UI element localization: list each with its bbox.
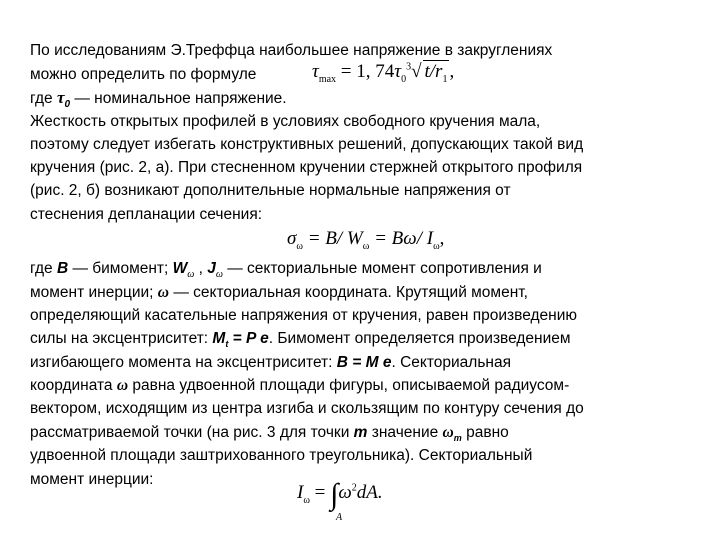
- radicand-text: t/r: [424, 61, 443, 82]
- integrand-power: 2: [351, 482, 357, 494]
- formula-sectorial-inertia: [297, 478, 383, 512]
- paragraph-line: [30, 375, 569, 397]
- integral-limit: A: [336, 512, 343, 523]
- paragraph-line: можно определить по формуле: [30, 66, 257, 83]
- symbol-omega-sub: ω: [187, 269, 195, 281]
- formula-tau-sub: 0: [401, 73, 407, 85]
- text-run: рассматриваемой точки (на рис. 3 для точки: [30, 424, 354, 441]
- formula-sub: ω: [433, 240, 440, 252]
- text-run: момент инерции;: [30, 284, 158, 301]
- text-run: равна удвоенной площади фигуры, описываемой радиусом-: [128, 377, 570, 394]
- symbol-J: J: [207, 260, 216, 277]
- integral-icon: ∫: [330, 478, 339, 511]
- formula-inline: B = M e: [336, 354, 392, 371]
- text-run: изгибающего момента на эксцентриситет:: [30, 354, 337, 371]
- paragraph-line: [30, 282, 528, 304]
- radicand-sub: 1: [442, 73, 448, 85]
- symbol-M: M: [212, 330, 226, 347]
- paragraph-line: кручения (рис. 2, а). При стесненном кручении стержней открытого профиля: [30, 159, 583, 176]
- formula-part: = B/ W: [302, 228, 363, 249]
- integrand: ω: [338, 482, 352, 503]
- symbol-omega: ω: [157, 284, 170, 301]
- text-run: . Бимомент определяется произведением: [268, 330, 571, 347]
- tau-subscript: 0: [64, 99, 71, 111]
- text-run: координата: [30, 377, 117, 394]
- text-run: значение: [367, 424, 443, 441]
- paragraph-line: удвоенной площади заштрихованного треугольника). Секториальный: [30, 447, 533, 464]
- formula-tail: ,: [439, 228, 445, 249]
- radical-sign: √: [411, 61, 422, 82]
- paragraph-line: вектором, исходящим из центра изгиба и скользящим по контуру сечения до: [30, 400, 584, 417]
- formula-equals: = 1, 74: [336, 61, 395, 82]
- tau-symbol: τ: [56, 88, 65, 107]
- formula-lhs-sub: ω: [296, 240, 303, 252]
- formula-sub: ω: [362, 240, 370, 252]
- formula-tau-max: [312, 60, 454, 85]
- formula-part: = Bω/ I: [369, 228, 434, 249]
- symbol-B: B: [56, 260, 69, 277]
- formula-sigma-omega: [287, 228, 444, 252]
- formula-tau: τ: [394, 61, 402, 82]
- symbol-W: W: [172, 260, 188, 277]
- text-run: равно: [461, 424, 509, 441]
- root-index: 3: [406, 61, 412, 73]
- text-run: — номинальное напряжение.: [70, 90, 287, 107]
- text-run: — секториальные момент сопротивления и: [222, 260, 542, 277]
- formula-equals: =: [309, 482, 331, 503]
- symbol-omega-sub: ω: [215, 269, 223, 281]
- symbol-omega-sub: m: [453, 433, 462, 444]
- text-run: — секториальная координата. Крутящий момент,: [169, 284, 528, 301]
- radicand: [423, 60, 450, 85]
- formula-inline: = P e: [228, 330, 269, 347]
- formula-lhs: I: [297, 482, 304, 503]
- symbol-m: m: [353, 424, 368, 441]
- formula-lhs: σ: [287, 228, 297, 249]
- paragraph-line: [30, 352, 511, 374]
- text-run: где: [30, 90, 57, 107]
- symbol-omega: ω: [116, 377, 129, 394]
- paragraph-line: (рис. 2, б) возникают дополнительные нормальные напряжения от: [30, 182, 511, 199]
- formula-lhs: τ: [312, 61, 319, 82]
- paragraph-line: поэтому следует избегать конструктивных решений, допускающих такой вид: [30, 136, 584, 153]
- differential: dA.: [356, 482, 383, 503]
- paragraph-line: стеснения депланации сечения:: [30, 206, 263, 223]
- symbol-M-sub: t: [225, 339, 229, 350]
- text-run: силы на эксцентриситет:: [30, 330, 213, 347]
- text-run: где: [30, 260, 57, 277]
- formula-lhs-sub: max: [318, 73, 337, 85]
- text-run: . Секториальная: [391, 354, 511, 371]
- paragraph-line: определяющий касательные напряжения от кручения, равен произведению: [30, 307, 577, 324]
- paragraph-line: Жесткость открытых профилей в условиях свободного кручения мала,: [30, 113, 541, 130]
- paragraph-line: По исследованиям Э.Треффца наибольшее напряжение в закруглениях: [30, 42, 553, 59]
- paragraph-line: момент инерции:: [30, 471, 154, 488]
- formula-lhs-sub: ω: [303, 494, 310, 506]
- formula-tail: ,: [449, 61, 455, 82]
- text-run: — бимомент;: [68, 260, 173, 277]
- symbol-omega: ω: [442, 424, 454, 441]
- text-run: ,: [194, 260, 208, 277]
